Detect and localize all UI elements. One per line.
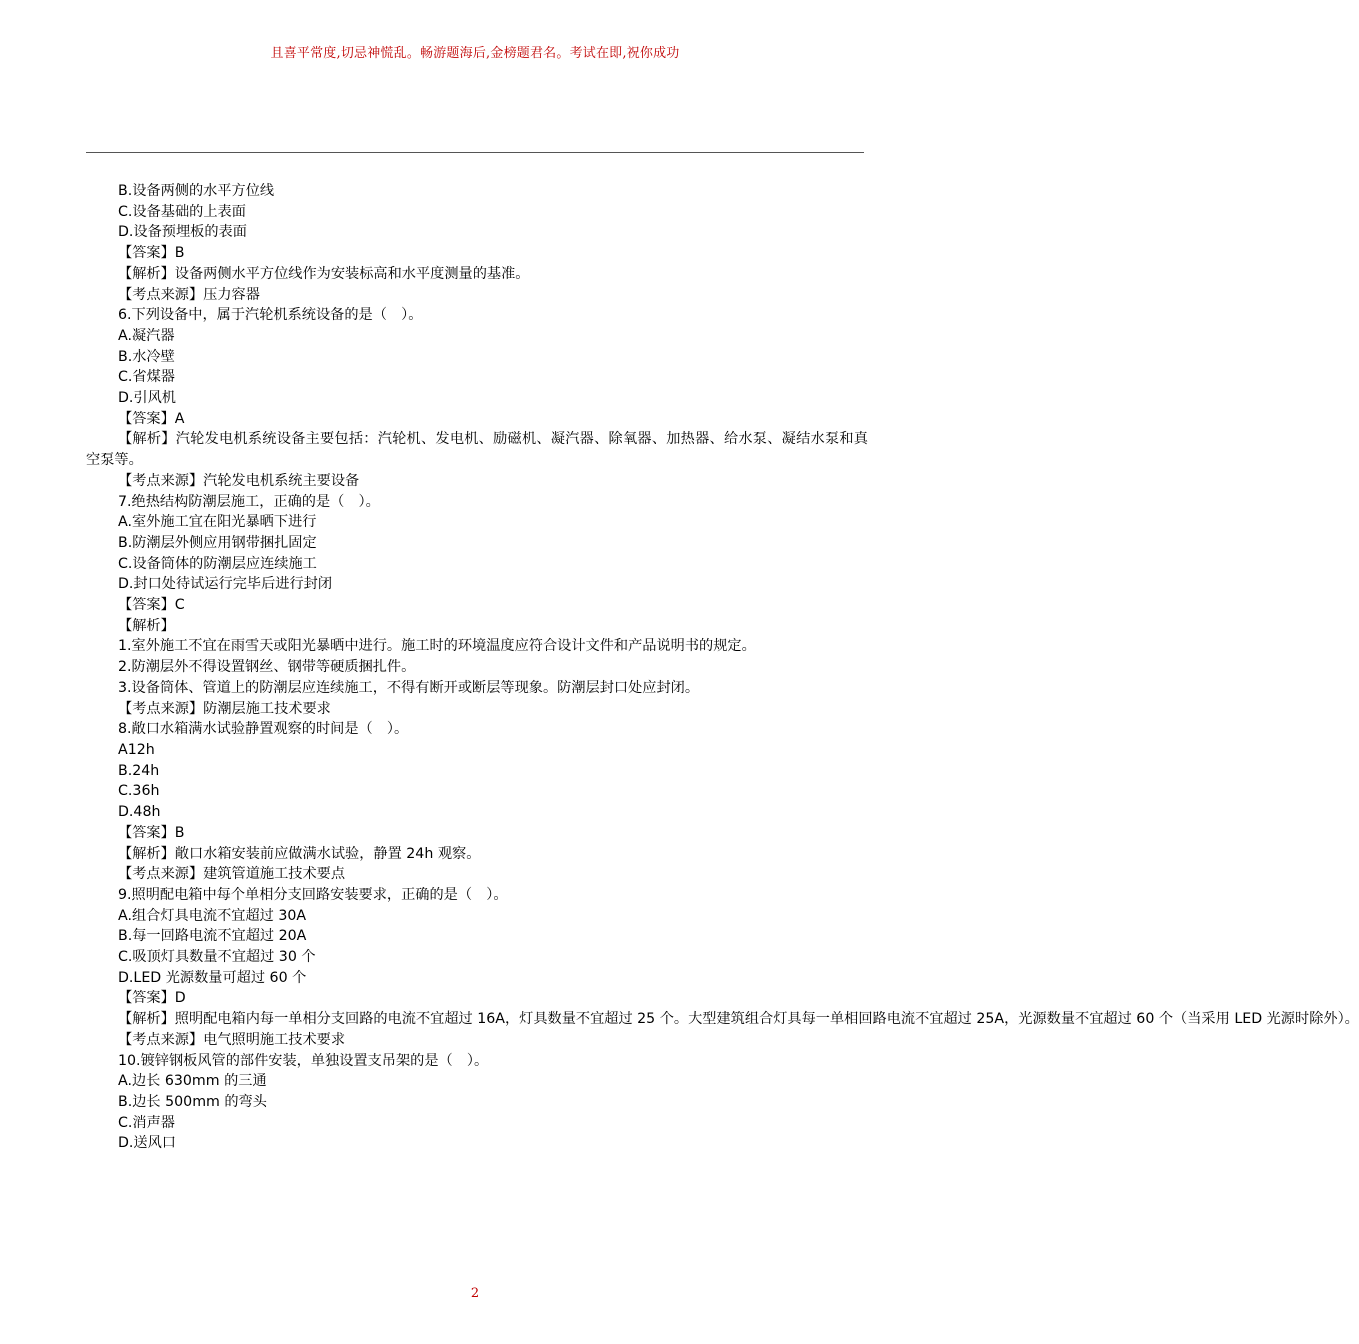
text-line: 7.绝热结构防潮层施工，正确的是（ ）。: [118, 493, 380, 510]
text-line: A.室外施工宜在阳光暴晒下进行: [118, 514, 317, 531]
text-line: 【考点来源】电气照明施工技术要求: [118, 1031, 346, 1048]
text-line: 9.照明配电箱中每个单相分支回路安装要求，正确的是（ ）。: [118, 886, 508, 903]
text-line: 【答案】C: [118, 597, 185, 614]
text-line: A.边长 630mm 的三通: [118, 1073, 267, 1090]
text-line: 3.设备筒体、管道上的防潮层应连续施工，不得有断开或断层等现象。防潮层封口处应封闭。: [118, 679, 700, 696]
text-line: B.设备两侧的水平方位线: [118, 183, 275, 199]
text-line: 【答案】B: [118, 245, 185, 262]
text-line: 【考点来源】汽轮发电机系统主要设备: [118, 472, 360, 489]
text-line: 【解析】设备两侧水平方位线作为安装标高和水平度测量的基准。: [118, 265, 530, 282]
text-line: 6.下列设备中，属于汽轮机系统设备的是（ ）。: [118, 307, 423, 324]
text-line: 【解析】: [118, 617, 175, 634]
text-line: A.凝汽器: [118, 327, 175, 344]
text-line: 【考点来源】压力容器: [118, 286, 260, 303]
text-line: C.省煤器: [118, 369, 175, 386]
text-line: B.24h: [118, 762, 160, 779]
text-line: D.48h: [118, 804, 161, 821]
header-divider: [86, 152, 864, 153]
text-line: B.边长 500mm 的弯头: [118, 1093, 267, 1110]
text-line: D.引风机: [118, 390, 176, 407]
text-line: B.水冷壁: [118, 348, 175, 365]
text-line: B.防潮层外侧应用钢带捆扎固定: [118, 534, 317, 551]
text-line: 10.镀锌钢板风管的部件安装，单独设置支吊架的是（ ）。: [118, 1052, 489, 1069]
text-line: 【答案】A: [118, 410, 185, 427]
text-line: 【考点来源】防潮层施工技术要求: [118, 700, 331, 717]
text-line: 1.室外施工不宜在雨雪天或阳光暴晒中进行。施工时的环境温度应符合设计文件和产品说明书的规定。: [118, 638, 756, 655]
document-body: [86, 181, 1359, 1154]
text-line: 8.敞口水箱满水试验静置观察的时间是（ ）。: [118, 721, 409, 738]
text-line: C.设备筒体的防潮层应连续施工: [118, 555, 317, 572]
text-line: D.封口处待试运行完毕后进行封闭: [118, 576, 333, 593]
text-line: D.LED 光源数量可超过 60 个: [118, 969, 307, 986]
text-line: 【答案】D: [118, 990, 186, 1007]
text-line: C.吸顶灯具数量不宜超过 30 个: [118, 949, 316, 966]
text-line: 2.防潮层外不得设置钢丝、钢带等硬质捆扎件。: [118, 659, 416, 676]
text-line: A.组合灯具电流不宜超过 30A: [118, 907, 307, 924]
page-number: 2: [470, 1286, 480, 1301]
text-line: 【解析】汽轮发电机系统设备主要包括：汽轮机、发电机、励磁机、凝汽器、除氧器、加热器、给水泵、凝结水泵和真空泵等。: [86, 431, 868, 469]
text-line: 【答案】B: [118, 824, 185, 841]
text-line: C.36h: [118, 783, 160, 800]
text-line: C.消声器: [118, 1114, 175, 1131]
text-line: 【解析】敞口水箱安装前应做满水试验，静置 24h 观察。: [118, 845, 481, 862]
text-line: 【考点来源】建筑管道施工技术要点: [118, 866, 346, 883]
text-line: D.设备预埋板的表面: [118, 224, 247, 241]
text-line: D.送风口: [118, 1135, 176, 1152]
text-line: C.设备基础的上表面: [118, 203, 246, 220]
text-line: A12h: [118, 741, 155, 758]
header-motto: 且喜平常度,切忌神慌乱。畅游题海后,金榜题君名。考试在即,祝你成功: [270, 46, 680, 61]
text-line: B.每一回路电流不宜超过 20A: [118, 928, 307, 945]
text-line: 【解析】照明配电箱内每一单相分支回路的电流不宜超过 16A，灯具数量不宜超过 25 个。大型建筑组合灯具每一单相回路电流不宜超过 25A，光源数量不宜超过 60 个（当采用 LED 光源时除外）。: [118, 1011, 1359, 1028]
